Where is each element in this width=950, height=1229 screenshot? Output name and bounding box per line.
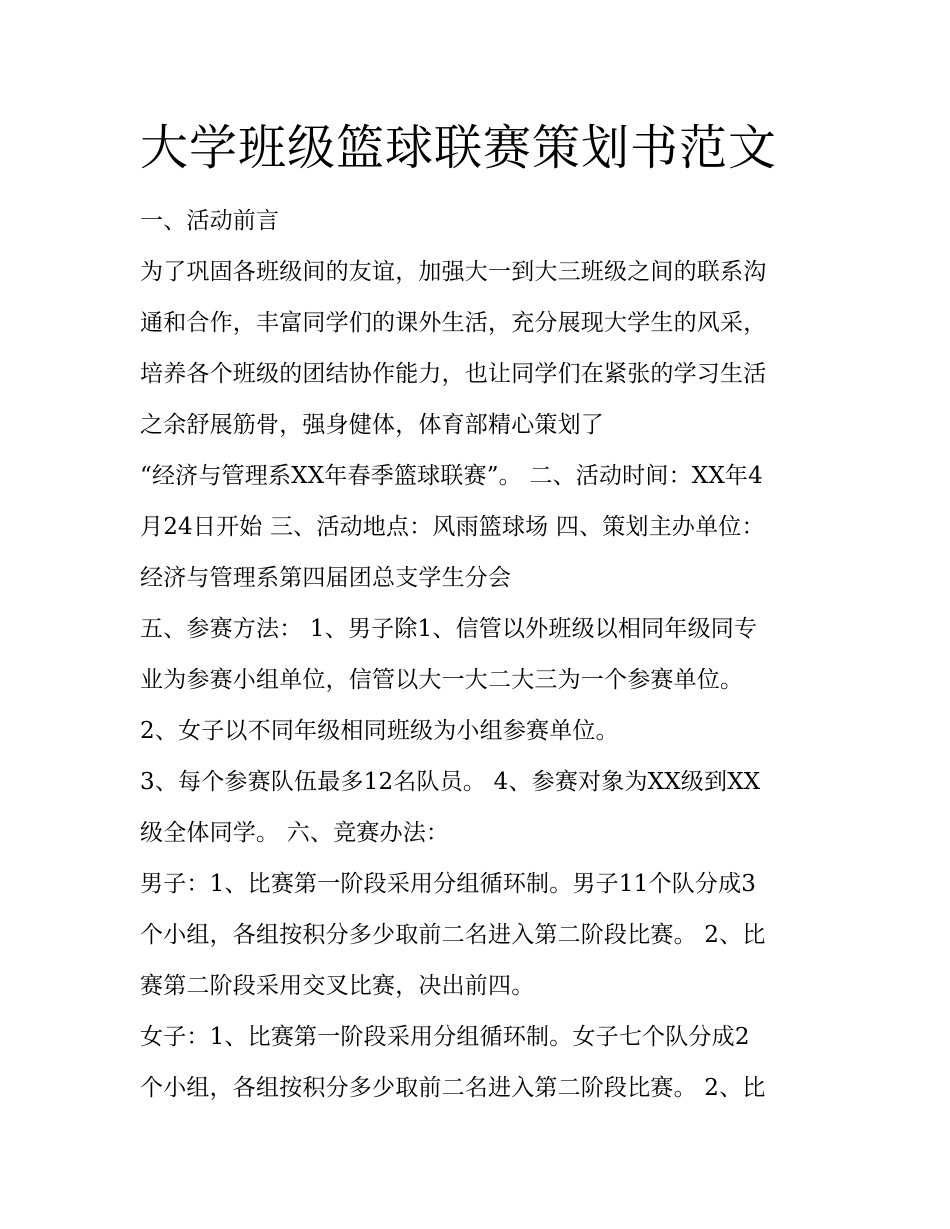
text-line: 之余舒展筋骨，强身健体，体育部精心策划了 [140, 412, 604, 438]
text-line: 男子：1、比赛第一阶段采用分组循环制。男子11个队分成3 [140, 871, 757, 897]
text-line: 女子：1、比赛第一阶段采用分组循环制。女子七个队分成2 [140, 1024, 750, 1050]
text-line: 培养各个班级的团结协作能力，也让同学们在紧张的学习生活 [140, 361, 767, 387]
document-title: 大学班级篮球联赛策划书范文 [140, 120, 778, 176]
text-line: 业为参赛小组单位，信管以大一大二大三为一个参赛单位。 [140, 667, 744, 693]
text-line: 一、活动前言 [140, 208, 280, 234]
text-line: 2、女子以不同年级相同班级为小组参赛单位。 [140, 718, 619, 744]
text-line: 为了巩固各班级间的友谊，加强大一到大三班级之间的联系沟 [140, 259, 767, 285]
text-line: 3、每个参赛队伍最多12名队员。 4、参赛对象为XX级到XX [140, 769, 761, 795]
document-body [140, 196, 820, 1114]
text-line: 月24日开始 三、活动地点：风雨篮球场 四、策划主办单位： [140, 514, 765, 540]
text-line: 个小组，各组按积分多少取前二名进入第二阶段比赛。 2、比 [140, 922, 766, 948]
text-line: 个小组，各组按积分多少取前二名进入第二阶段比赛。 2、比 [140, 1075, 766, 1101]
text-line: 经济与管理系第四届团总支学生分会 [140, 565, 512, 591]
text-line: “经济与管理系XX年春季篮球联赛”。 二、活动时间：XX年4 [140, 463, 763, 489]
text-line: 赛第二阶段采用交叉比赛，决出前四。 [140, 973, 535, 999]
text-line: 五、参赛方法： 1、男子除1、信管以外班级以相同年级同专 [140, 616, 758, 642]
text-line: 通和合作，丰富同学们的课外生活，充分展现大学生的风采， [140, 310, 767, 336]
text-line: 级全体同学。 六、竞赛办法： [140, 820, 450, 846]
